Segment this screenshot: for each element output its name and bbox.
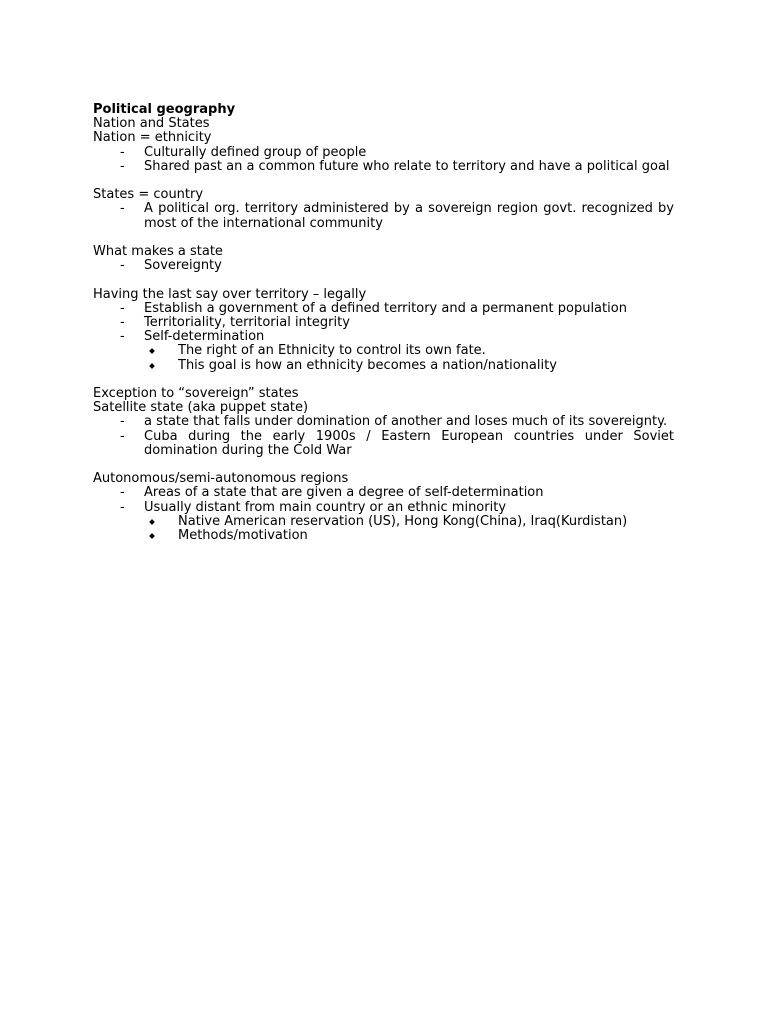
diamond-bullet-icon (149, 533, 155, 539)
dash-bullet: - (120, 201, 125, 217)
section-heading-what-makes-state: What makes a state (93, 244, 223, 259)
list-item: - Self-determination (120, 329, 265, 345)
sub-list-item: This goal is how an ethnicity becomes a nation/nationality (93, 359, 674, 373)
list-item: - Usually distant from main country or an ethnic minority (120, 499, 507, 515)
section-heading-autonomous: Autonomous/semi-autonomous regions (93, 471, 349, 487)
list-item: - Cuba during the early 1900s / Eastern European countries under Soviet domination during the Cold War (120, 428, 674, 458)
dash-bullet: - (120, 485, 125, 501)
nation-definition: Nation = ethnicity (93, 130, 212, 146)
dash-bullet: - (120, 144, 125, 160)
sub-list-item: Native American reservation (US), Hong Kong(China), Iraq(Kurdistan) (93, 515, 674, 529)
list-item: - Culturally defined group of people (120, 144, 367, 160)
diamond-bullet-icon (149, 363, 155, 369)
dash-bullet: - (120, 300, 125, 316)
satellite-state-heading: Satellite state (aka puppet state) (93, 400, 309, 416)
sub-list-item: The right of an Ethnicity to control its own fate. (93, 344, 674, 358)
list-item: - a state that falls under domination of another and loses much of its sovereignty. (120, 414, 668, 430)
dash-bullet: - (120, 329, 125, 345)
dash-bullet: - (120, 414, 125, 430)
list-item: - Sovereignty (120, 258, 222, 274)
dash-bullet: - (120, 315, 125, 330)
list-item: - Areas of a state that are given a degree of self-determination (120, 485, 544, 501)
diamond-bullet-icon (149, 349, 155, 355)
section-heading-exception: Exception to “sovereign” states (93, 386, 299, 401)
doc-title: Political geography (93, 102, 236, 117)
list-item: - Shared past an a common future who relate to territory and have a political goal (120, 158, 670, 174)
document-page (93, 103, 674, 543)
dash-bullet: - (120, 158, 125, 174)
diamond-bullet-icon (149, 519, 155, 525)
sub-list-item: Methods/motivation (93, 529, 674, 543)
dash-bullet: - (120, 499, 125, 515)
list-item: - Establish a government of a defined territory and a permanent population (120, 300, 627, 316)
dash-bullet: - (120, 428, 125, 444)
section-heading-last-say: Having the last say over territory – legally (93, 286, 367, 302)
dash-bullet: - (120, 258, 125, 274)
list-item: - Territoriality, territorial integrity (120, 315, 350, 330)
states-definition: States = country (93, 187, 204, 203)
section-heading-nation-states: Nation and States (93, 116, 210, 132)
list-item: - A political org. territory administered by a sovereign region govt. recognized by most of the international community (120, 201, 674, 231)
